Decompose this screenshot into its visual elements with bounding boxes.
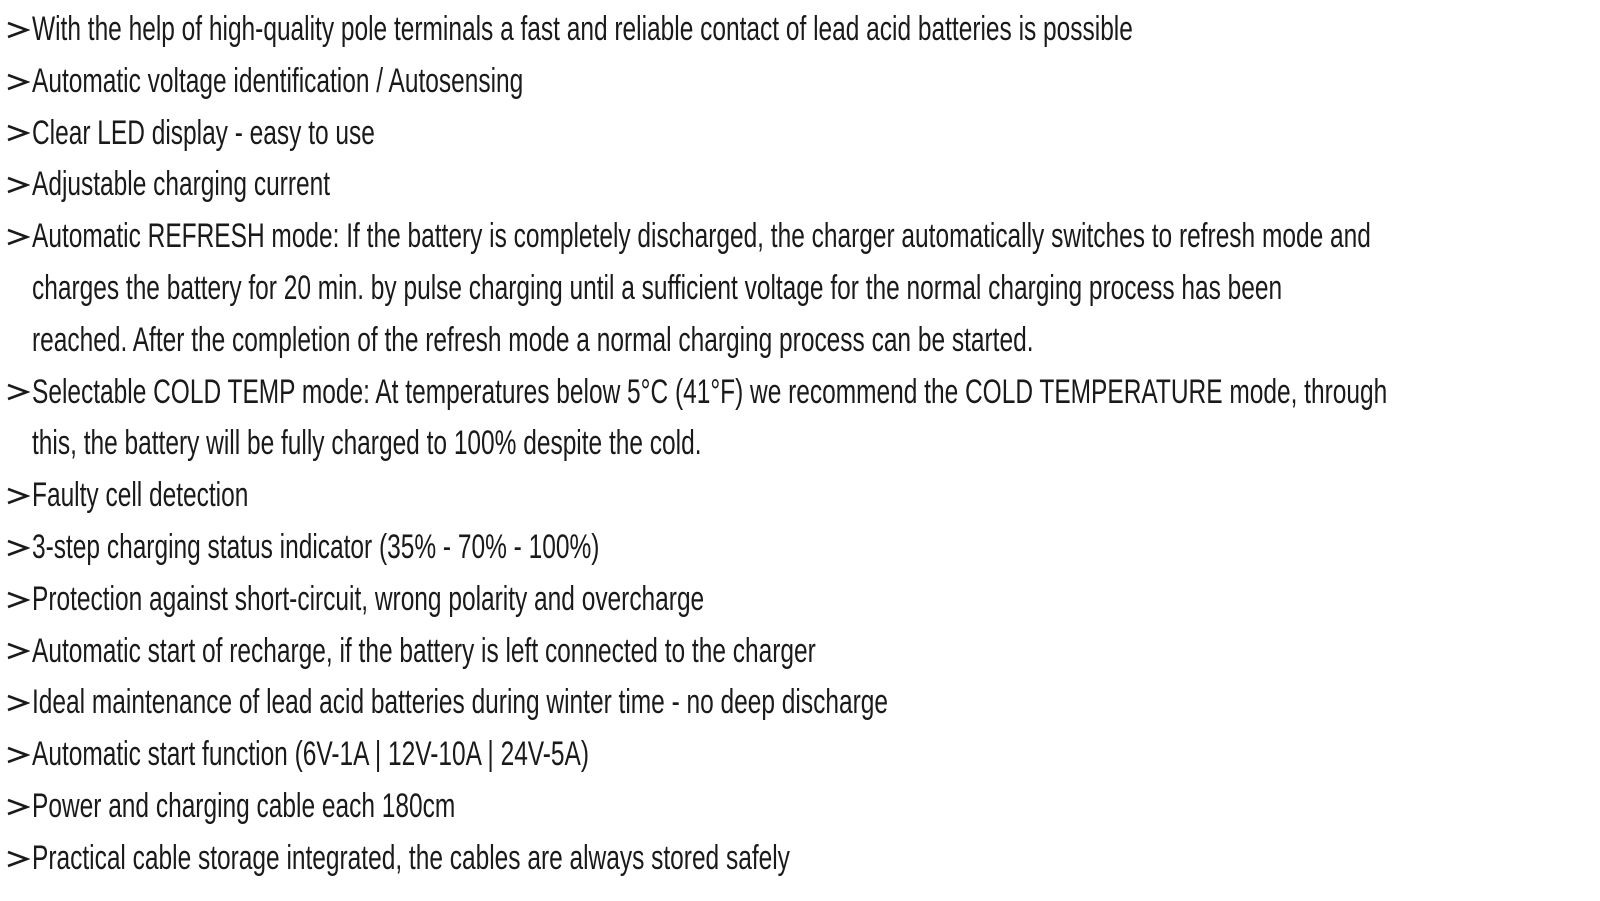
feature-item [6,677,1600,729]
feature-text-line: Practical cable storage integrated, the cables are always stored safely [32,838,790,877]
chevron-right-icon [6,677,32,729]
chevron-right-icon [6,574,32,626]
feature-item [6,729,1600,781]
feature-text-line: Ideal maintenance of lead acid batteries during winter time - no deep discharge [32,683,888,722]
feature-text-line: Adjustable charging current [32,165,331,204]
chevron-right-icon [6,56,32,108]
feature-text-line: reached. After the completion of the refresh mode a normal charging process can be started. [32,320,1034,359]
feature-item [6,108,1600,160]
chevron-right-icon [6,159,32,211]
feature-item [6,56,1600,108]
feature-item [6,781,1600,833]
feature-item [6,211,1600,366]
feature-text-line: 3-step charging status indicator (35% - 70% - 100%) [32,527,600,566]
feature-text-line: Clear LED display - easy to use [32,113,375,152]
feature-text-line: With the help of high-quality pole terminals a fast and reliable contact of lead acid batteries is possible [32,10,1133,48]
feature-item [6,522,1600,574]
feature-text-line: Selectable COLD TEMP mode: At temperatures below 5°C (41°F) we recommend the COLD TEMPERATURE mode, through [32,372,1388,411]
chevron-right-icon [6,4,32,56]
feature-text-line: this, the battery will be fully charged to 100% despite the cold. [32,424,702,463]
feature-text-line: Faulty cell detection [32,476,249,515]
chevron-right-icon [6,626,32,678]
feature-item [6,626,1600,678]
feature-item [6,367,1600,471]
feature-text-line: charges the battery for 20 min. by pulse charging until a sufficient voltage for the normal charging process has been [32,268,1283,307]
chevron-right-icon [6,781,32,833]
chevron-right-icon [6,211,32,263]
chevron-right-icon [6,522,32,574]
chevron-right-icon [6,833,32,885]
feature-text-line: Automatic REFRESH mode: If the battery is completely discharged, the charger automatically switches to refresh mode and [32,217,1371,256]
feature-text-line: Automatic voltage identification / Autosensing [32,61,524,100]
chevron-right-icon [6,470,32,522]
chevron-right-icon [6,367,32,419]
feature-item [6,470,1600,522]
feature-text-line: Power and charging cable each 180cm [32,786,456,825]
chevron-right-icon [6,108,32,160]
feature-item [6,4,1600,56]
feature-item [6,574,1600,626]
feature-text-line: Automatic start function (6V-1A | 12V-10A | 24V-5A) [32,735,590,774]
feature-text-line: Protection against short-circuit, wrong polarity and overcharge [32,579,705,618]
feature-list [6,4,1600,885]
feature-item [6,833,1600,885]
feature-text-line: Automatic start of recharge, if the battery is left connected to the charger [32,631,816,670]
chevron-right-icon [6,729,32,781]
feature-item [6,159,1600,211]
